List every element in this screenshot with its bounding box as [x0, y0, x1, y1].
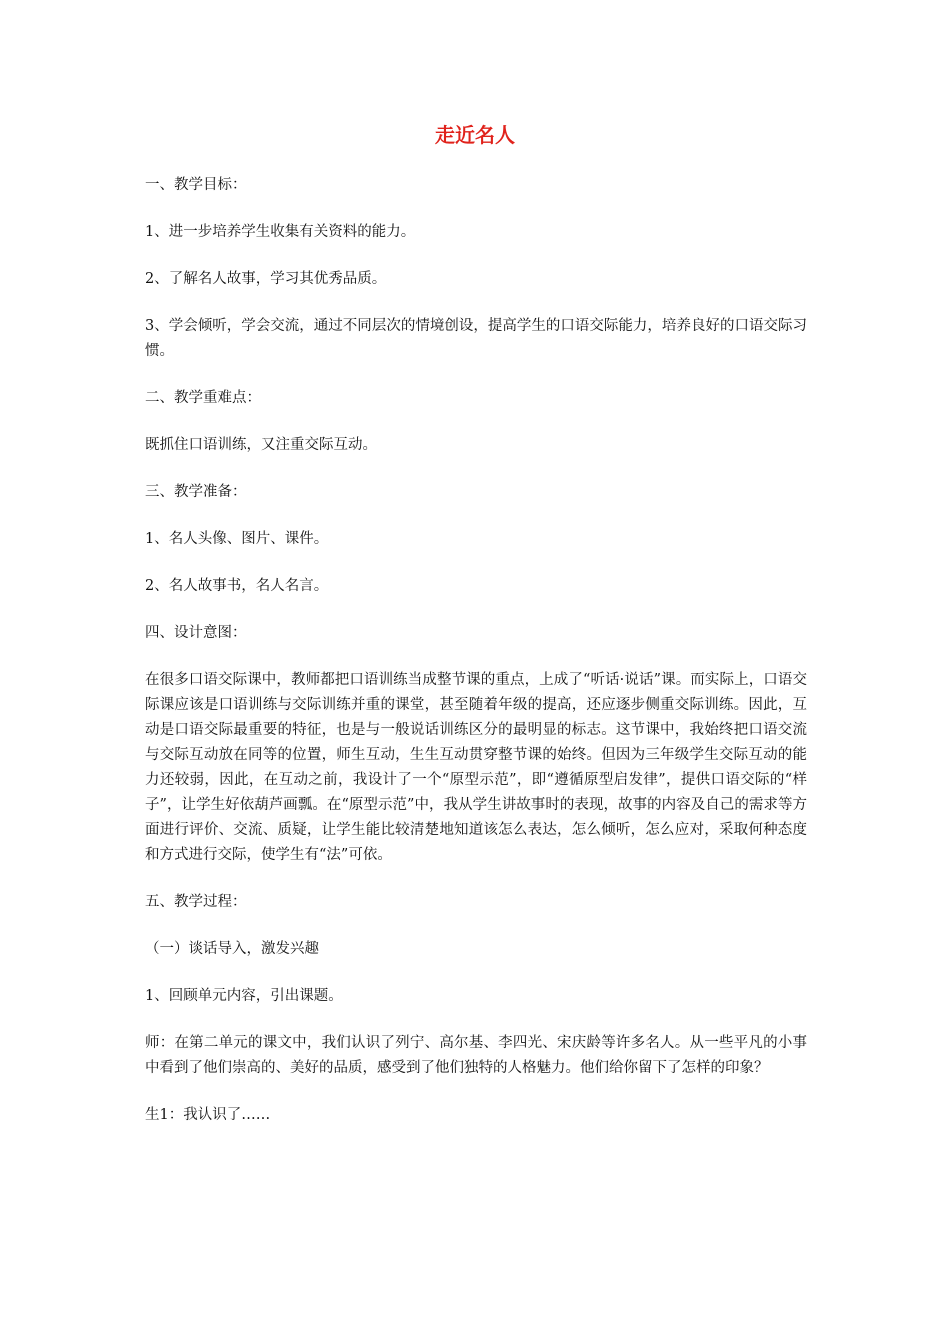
preparation-item-1: 1、名人头像、图片、课件。: [145, 531, 329, 547]
goal-item-3: 3、学会倾听，学会交流，通过不同层次的情境创设，提高学生的口语交际能力，培养良好的口语交际习惯。: [145, 318, 807, 359]
student-dialogue: 生1：我认识了……: [145, 1107, 271, 1123]
heading-key-points: 二、教学重难点：: [145, 390, 261, 406]
heading-teaching-process: 五、教学过程：: [145, 894, 247, 910]
process-subheading-1: （一）谈话导入，激发兴趣: [145, 941, 319, 957]
design-intent-text: 在很多口语交际课中，教师都把口语训练当成整节课的重点，上成了“听话·说话”课。而实际上，口语交际课应该是口语训练与交际训练并重的课堂，甚至随着年级的提高，还应逐步侧重交际训练。因此，互动是口语交际最重要的特征，也是与一般说话训练区分的最明显的标志。这节课中，我始终把口语交流与交际互动放在同等的位置，师生互动，生生互动贯穿整节课的始终。但因为三年级学生交际互动的能力还较弱，因此，在互动之前，我设计了一个“原型示范”，即“遵循原型启发律”，提供口语交际的“样子”，让学生好依葫芦画瓢。在“原型示范”中，我从学生讲故事时的表现，故事的内容及自己的需求等方面进行评价、交流、质疑，让学生能比较清楚地知道该怎么表达，怎么倾听，怎么应对，采取何种态度和方式进行交际，使学生有“法”可依。: [145, 672, 807, 863]
goal-item-2: 2、了解名人故事，学习其优秀品质。: [145, 271, 387, 287]
teacher-dialogue: 师：在第二单元的课文中，我们认识了列宁、高尔基、李四光、宋庆龄等许多名人。从一些平凡的小事中看到了他们崇高的、美好的品质，感受到了他们独特的人格魅力。他们给你留下了怎样的印象？: [145, 1035, 807, 1076]
document-title: 走近名人: [435, 123, 515, 147]
goal-item-1: 1、进一步培养学生收集有关资料的能力。: [145, 224, 416, 240]
process-step-1: 1、回顾单元内容，引出课题。: [145, 988, 343, 1004]
heading-preparation: 三、教学准备：: [145, 484, 247, 500]
document-body: [145, 173, 807, 1150]
heading-design-intent: 四、设计意图：: [145, 625, 247, 641]
preparation-item-2: 2、名人故事书，名人名言。: [145, 578, 329, 594]
heading-teaching-goals: 一、教学目标：: [145, 177, 247, 193]
key-points-text: 既抓住口语训练，又注重交际互动。: [145, 437, 377, 453]
